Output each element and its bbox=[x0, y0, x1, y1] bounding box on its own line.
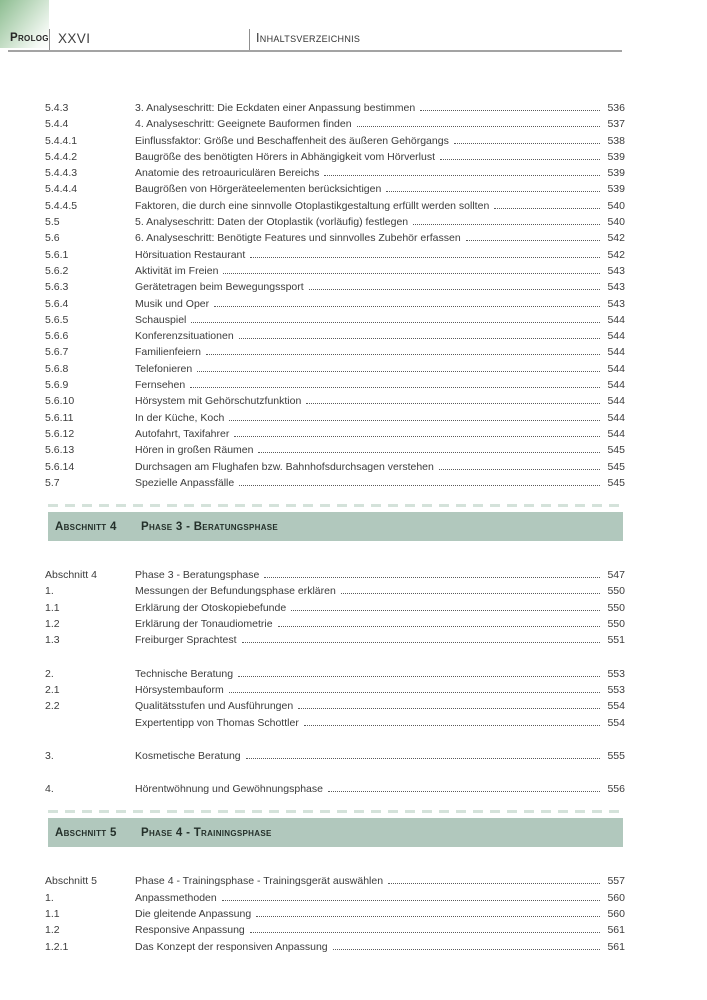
toc-entry bbox=[45, 149, 625, 165]
toc-entry-page: 544 bbox=[607, 395, 625, 408]
toc-entry-page: 538 bbox=[607, 134, 625, 147]
header-section-label: Prolog bbox=[10, 32, 49, 44]
toc-dot-leader bbox=[222, 900, 600, 901]
toc-entry bbox=[45, 214, 625, 230]
toc-dot-leader bbox=[386, 191, 600, 192]
toc-dot-leader bbox=[306, 403, 600, 404]
toc-entry bbox=[45, 328, 625, 344]
toc-entry-page: 544 bbox=[607, 330, 625, 343]
toc-entry-title: Baugröße des benötigten Hörers in Abhängigkeit vom Hörverlust bbox=[135, 150, 435, 163]
toc-entry-page: 550 bbox=[607, 618, 625, 631]
toc-entry-page: 543 bbox=[607, 264, 625, 277]
toc-entry-title: Durchsagen am Flughafen bzw. Bahnhofsdurchsagen verstehen bbox=[135, 460, 434, 473]
toc-entry bbox=[45, 410, 625, 426]
toc-entry bbox=[45, 263, 625, 279]
toc-entry-title: Messungen der Befundungsphase erklären bbox=[135, 585, 336, 598]
toc-entry-number: 1.3 bbox=[45, 634, 60, 647]
toc-entry-number: 1.2.1 bbox=[45, 940, 69, 953]
toc-entry-page: 543 bbox=[607, 281, 625, 294]
toc-dot-leader bbox=[250, 932, 600, 933]
toc-dot-leader bbox=[439, 469, 600, 470]
toc-entry bbox=[45, 279, 625, 295]
toc-entry bbox=[45, 312, 625, 328]
toc-entry-number: 5.4.3 bbox=[45, 102, 69, 114]
toc-entry-number: 5.6.8 bbox=[45, 362, 69, 375]
toc-entry bbox=[45, 181, 625, 197]
toc-entry-title: Anpassmethoden bbox=[135, 891, 217, 904]
header-page-number: XXVI bbox=[58, 31, 91, 46]
toc-entry-number: 1. bbox=[45, 891, 54, 904]
toc-entry bbox=[45, 715, 625, 731]
toc-dot-leader bbox=[238, 676, 600, 677]
toc-dot-leader bbox=[341, 593, 600, 594]
toc-dot-leader bbox=[214, 306, 600, 307]
toc-entry bbox=[45, 616, 625, 632]
toc-entry bbox=[45, 906, 625, 922]
toc-entry-title: Spezielle Anpassfälle bbox=[135, 476, 235, 489]
toc-dot-leader bbox=[229, 692, 600, 693]
toc-entry bbox=[45, 247, 625, 263]
toc-entry bbox=[45, 133, 625, 149]
toc-dot-leader bbox=[239, 485, 600, 486]
toc-entry-page: 561 bbox=[607, 924, 625, 937]
toc-entry-title: Hörentwöhnung und Gewöhnungsphase bbox=[135, 783, 323, 796]
toc-entry-page: 551 bbox=[607, 634, 625, 647]
toc-entry-number: 5.6.12 bbox=[45, 427, 75, 440]
toc-entry-title: In der Küche, Koch bbox=[135, 411, 225, 424]
toc-entry-title: 5. Analyseschritt: Daten der Otoplastik (vorläufig) festlegen bbox=[135, 216, 409, 229]
toc-entry-number: 1.2 bbox=[45, 924, 60, 937]
toc-entry bbox=[45, 567, 625, 583]
toc-entry-title: Hörsystembauform bbox=[135, 683, 224, 696]
toc-entry-page: 554 bbox=[607, 700, 625, 713]
toc-entry-number: Abschnitt 4 bbox=[45, 569, 97, 582]
toc-entry bbox=[45, 116, 625, 132]
toc-entry-number: 5.4.4.1 bbox=[45, 134, 78, 147]
toc-entry-title: Responsive Anpassung bbox=[135, 924, 245, 937]
toc-entry-number: 4. bbox=[45, 783, 54, 796]
toc-dot-leader bbox=[246, 758, 600, 759]
toc-entry-number: 5.6.13 bbox=[45, 444, 75, 457]
toc-entry-page: 544 bbox=[607, 313, 625, 326]
toc-dot-leader bbox=[278, 626, 600, 627]
toc-entry-title: Phase 4 - Trainingsphase - Trainingsgerät auswählen bbox=[135, 875, 384, 888]
toc-entry-title: 3. Analyseschritt: Die Eckdaten einer Anpassung bestimmen bbox=[135, 102, 416, 114]
toc-entry-page: 536 bbox=[607, 102, 625, 114]
toc-entry-title: Baugrößen von Hörgeräteelementen berücksichtigen bbox=[135, 183, 382, 196]
toc-entry bbox=[45, 426, 625, 442]
section-banner-block bbox=[48, 504, 623, 541]
toc-entry-number: 5.6.9 bbox=[45, 379, 69, 392]
toc-entry bbox=[45, 100, 625, 116]
toc-entry-page: 544 bbox=[607, 346, 625, 359]
toc-entry-title: Expertentipp von Thomas Schottler bbox=[135, 716, 299, 729]
toc-dot-leader bbox=[420, 110, 600, 111]
toc-entry-title: Erklärung der Tonaudiometrie bbox=[135, 618, 273, 631]
toc-dot-leader bbox=[298, 708, 600, 709]
toc-entry-number: 2. bbox=[45, 667, 54, 680]
toc-group bbox=[45, 100, 625, 491]
section-banner bbox=[48, 818, 623, 847]
toc-entry-title: Die gleitende Anpassung bbox=[135, 907, 252, 920]
toc-entry-number: Abschnitt 5 bbox=[45, 875, 97, 888]
toc-entry-title: Aktivität im Freien bbox=[135, 264, 219, 277]
toc-entry-number: 5.6.3 bbox=[45, 281, 69, 294]
toc-entry-title: Erklärung der Otoskopiebefunde bbox=[135, 601, 287, 614]
toc-entry-title: Phase 3 - Beratungsphase bbox=[135, 569, 260, 582]
toc-dot-leader bbox=[229, 420, 600, 421]
toc-entry bbox=[45, 344, 625, 360]
toc-entry-title: Hörsystem mit Gehörschutzfunktion bbox=[135, 395, 302, 408]
toc-entry-page: 543 bbox=[607, 297, 625, 310]
toc-entry-page: 539 bbox=[607, 167, 625, 180]
toc-entry-number: 5.6.14 bbox=[45, 460, 75, 473]
toc-dot-leader bbox=[223, 273, 600, 274]
toc-entry-title: Autofahrt, Taxifahrer bbox=[135, 427, 230, 440]
toc-entry-number: 5.4.4.4 bbox=[45, 183, 78, 196]
toc-dot-leader bbox=[197, 371, 600, 372]
toc-entry-number: 2.1 bbox=[45, 683, 60, 696]
toc-dot-leader bbox=[239, 338, 600, 339]
toc-entry-number: 1.2 bbox=[45, 618, 60, 631]
toc-entry-page: 560 bbox=[607, 907, 625, 920]
toc-entry-number: 5.6.2 bbox=[45, 264, 69, 277]
toc-entry-title: 4. Analyseschritt: Geeignete Bauformen finden bbox=[135, 118, 352, 131]
toc-entry-title: Familienfeiern bbox=[135, 346, 201, 359]
toc-entry-page: 550 bbox=[607, 585, 625, 598]
toc-entry-page: 553 bbox=[607, 683, 625, 696]
toc-dot-leader bbox=[190, 387, 600, 388]
toc-dot-leader bbox=[309, 289, 600, 290]
toc-entry bbox=[45, 682, 625, 698]
toc-entry bbox=[45, 583, 625, 599]
toc-dot-leader bbox=[256, 916, 600, 917]
toc-entry-title: Freiburger Sprachtest bbox=[135, 634, 237, 647]
toc-entry-number: 5.6.4 bbox=[45, 297, 69, 310]
toc-entry-title: 6. Analyseschritt: Benötigte Features und sinnvolles Zubehör erfassen bbox=[135, 232, 461, 245]
toc-entry-number: 5.6.11 bbox=[45, 411, 74, 424]
toc-entry-page: 544 bbox=[607, 427, 625, 440]
toc-entry-title: Das Konzept der responsiven Anpassung bbox=[135, 940, 328, 953]
toc-entry bbox=[45, 377, 625, 393]
toc-entry bbox=[45, 600, 625, 616]
banner-title: Phase 3 - Beratungsphase bbox=[141, 520, 279, 533]
toc-entry-number: 5.6.7 bbox=[45, 346, 69, 359]
toc-entry-page: 544 bbox=[607, 411, 625, 424]
toc-entry bbox=[45, 393, 625, 409]
toc-entry bbox=[45, 698, 625, 714]
toc-dot-leader bbox=[191, 322, 600, 323]
toc-entry-page: 557 bbox=[607, 875, 625, 888]
toc-entry-page: 555 bbox=[607, 749, 625, 762]
toc-entry-page: 545 bbox=[607, 444, 625, 457]
toc-entry-number: 5.6.1 bbox=[45, 248, 69, 261]
toc-dot-leader bbox=[234, 436, 600, 437]
banner-label: Abschnitt 5 bbox=[55, 826, 117, 839]
toc-entry-page: 560 bbox=[607, 891, 625, 904]
toc-entry bbox=[45, 230, 625, 246]
toc-entry-title: Konferenzsituationen bbox=[135, 330, 234, 343]
toc-entry-page: 554 bbox=[607, 716, 625, 729]
toc-entry-number: 1. bbox=[45, 585, 54, 598]
toc-dot-leader bbox=[304, 725, 600, 726]
toc-entry bbox=[45, 922, 625, 938]
toc-entry-title: Qualitätsstufen und Ausführungen bbox=[135, 700, 294, 713]
toc-entry bbox=[45, 890, 625, 906]
toc-dot-leader bbox=[466, 240, 600, 241]
toc-entry-title: Musik und Oper bbox=[135, 297, 210, 310]
toc-entry bbox=[45, 442, 625, 458]
toc-entry-number: 5.6.5 bbox=[45, 313, 69, 326]
toc-entry-number: 1.1 bbox=[45, 907, 60, 920]
toc-dot-leader bbox=[264, 577, 600, 578]
toc-entry-page: 540 bbox=[607, 199, 625, 212]
header-divider-center bbox=[249, 29, 250, 51]
toc-dot-leader bbox=[291, 610, 600, 611]
toc-entry-page: 539 bbox=[607, 150, 625, 163]
toc-entry-page: 542 bbox=[607, 232, 625, 245]
toc-dot-leader bbox=[333, 949, 600, 950]
banner-dashed-line bbox=[48, 810, 623, 813]
toc-entry bbox=[45, 781, 625, 797]
header-title: Inhaltsverzeichnis bbox=[256, 31, 361, 45]
toc-entry-number: 5.6 bbox=[45, 232, 60, 245]
toc-entry-number: 5.5 bbox=[45, 216, 60, 229]
toc-dot-leader bbox=[357, 126, 600, 127]
toc-entry-page: 544 bbox=[607, 379, 625, 392]
toc-entry-title: Hören in großen Räumen bbox=[135, 444, 254, 457]
toc-entry bbox=[45, 632, 625, 648]
toc-entry-title: Faktoren, die durch eine sinnvolle Otoplastikgestaltung erfüllt werden sollten bbox=[135, 199, 490, 212]
toc-dot-leader bbox=[206, 354, 600, 355]
toc-entry-number: 5.6.6 bbox=[45, 330, 69, 343]
toc-entry-page: 550 bbox=[607, 601, 625, 614]
toc-dot-leader bbox=[388, 883, 600, 884]
toc-group bbox=[45, 873, 625, 954]
toc-group bbox=[45, 781, 625, 797]
toc-dot-leader bbox=[258, 452, 600, 453]
toc-entry-title: Technische Beratung bbox=[135, 667, 234, 680]
toc-entry-title: Fernsehen bbox=[135, 379, 186, 392]
banner-title: Phase 4 - Trainingsphase bbox=[141, 826, 272, 839]
toc-entry-number: 5.7 bbox=[45, 476, 60, 489]
toc-group bbox=[45, 748, 625, 764]
toc-entry-page: 545 bbox=[607, 476, 625, 489]
toc-entry-number: 5.6.10 bbox=[45, 395, 75, 408]
toc-entry-page: 545 bbox=[607, 460, 625, 473]
toc-entry-number: 3. bbox=[45, 749, 54, 762]
toc-entry-title: Kosmetische Beratung bbox=[135, 749, 241, 762]
header-rule bbox=[8, 50, 622, 52]
toc-entry bbox=[45, 198, 625, 214]
toc-entry bbox=[45, 296, 625, 312]
toc-entry-title: Einflussfaktor: Größe und Beschaffenheit des äußeren Gehörgangs bbox=[135, 134, 449, 147]
toc-entry-page: 556 bbox=[607, 783, 625, 796]
toc-entry-number: 5.4.4.5 bbox=[45, 199, 78, 212]
toc-entry-page: 539 bbox=[607, 183, 625, 196]
toc-entry-number: 2.2 bbox=[45, 700, 60, 713]
toc-entry-page: 553 bbox=[607, 667, 625, 680]
toc-dot-leader bbox=[250, 257, 600, 258]
toc-entry bbox=[45, 459, 625, 475]
toc-entry bbox=[45, 873, 625, 889]
toc-dot-leader bbox=[324, 175, 600, 176]
toc-entry-title: Gerätetragen beim Bewegungssport bbox=[135, 281, 304, 294]
toc-dot-leader bbox=[413, 224, 600, 225]
toc-entry-page: 544 bbox=[607, 362, 625, 375]
toc-entry bbox=[45, 748, 625, 764]
toc-entry bbox=[45, 361, 625, 377]
header-divider-left bbox=[49, 29, 50, 51]
section-banner bbox=[48, 512, 623, 541]
toc-entry-page: 537 bbox=[607, 118, 625, 131]
toc-entry bbox=[45, 475, 625, 491]
toc-list bbox=[45, 100, 625, 955]
toc-group bbox=[45, 666, 625, 731]
toc-dot-leader bbox=[454, 143, 600, 144]
toc-dot-leader bbox=[440, 159, 600, 160]
toc-entry bbox=[45, 165, 625, 181]
toc-dot-leader bbox=[494, 208, 600, 209]
toc-entry-title: Hörsituation Restaurant bbox=[135, 248, 246, 261]
toc-dot-leader bbox=[242, 642, 600, 643]
toc-entry-number: 5.4.4.2 bbox=[45, 150, 78, 163]
banner-dashed-line bbox=[48, 504, 623, 507]
banner-label: Abschnitt 4 bbox=[55, 520, 117, 533]
toc-entry-title: Telefonieren bbox=[135, 362, 193, 375]
section-banner-block bbox=[48, 810, 623, 847]
toc-group bbox=[45, 567, 625, 648]
toc-entry bbox=[45, 666, 625, 682]
toc-entry-title: Schauspiel bbox=[135, 313, 187, 326]
toc-entry-number: 5.4.4.3 bbox=[45, 167, 78, 180]
toc-entry-page: 540 bbox=[607, 216, 625, 229]
toc-dot-leader bbox=[328, 791, 600, 792]
toc-entry-page: 547 bbox=[607, 569, 625, 582]
toc-entry-number: 1.1 bbox=[45, 601, 60, 614]
toc-entry-page: 542 bbox=[607, 248, 625, 261]
toc-entry-number: 5.4.4 bbox=[45, 118, 69, 131]
toc-entry-title: Anatomie des retroauriculären Bereichs bbox=[135, 167, 320, 180]
toc-entry-page: 561 bbox=[607, 940, 625, 953]
toc-entry bbox=[45, 939, 625, 955]
